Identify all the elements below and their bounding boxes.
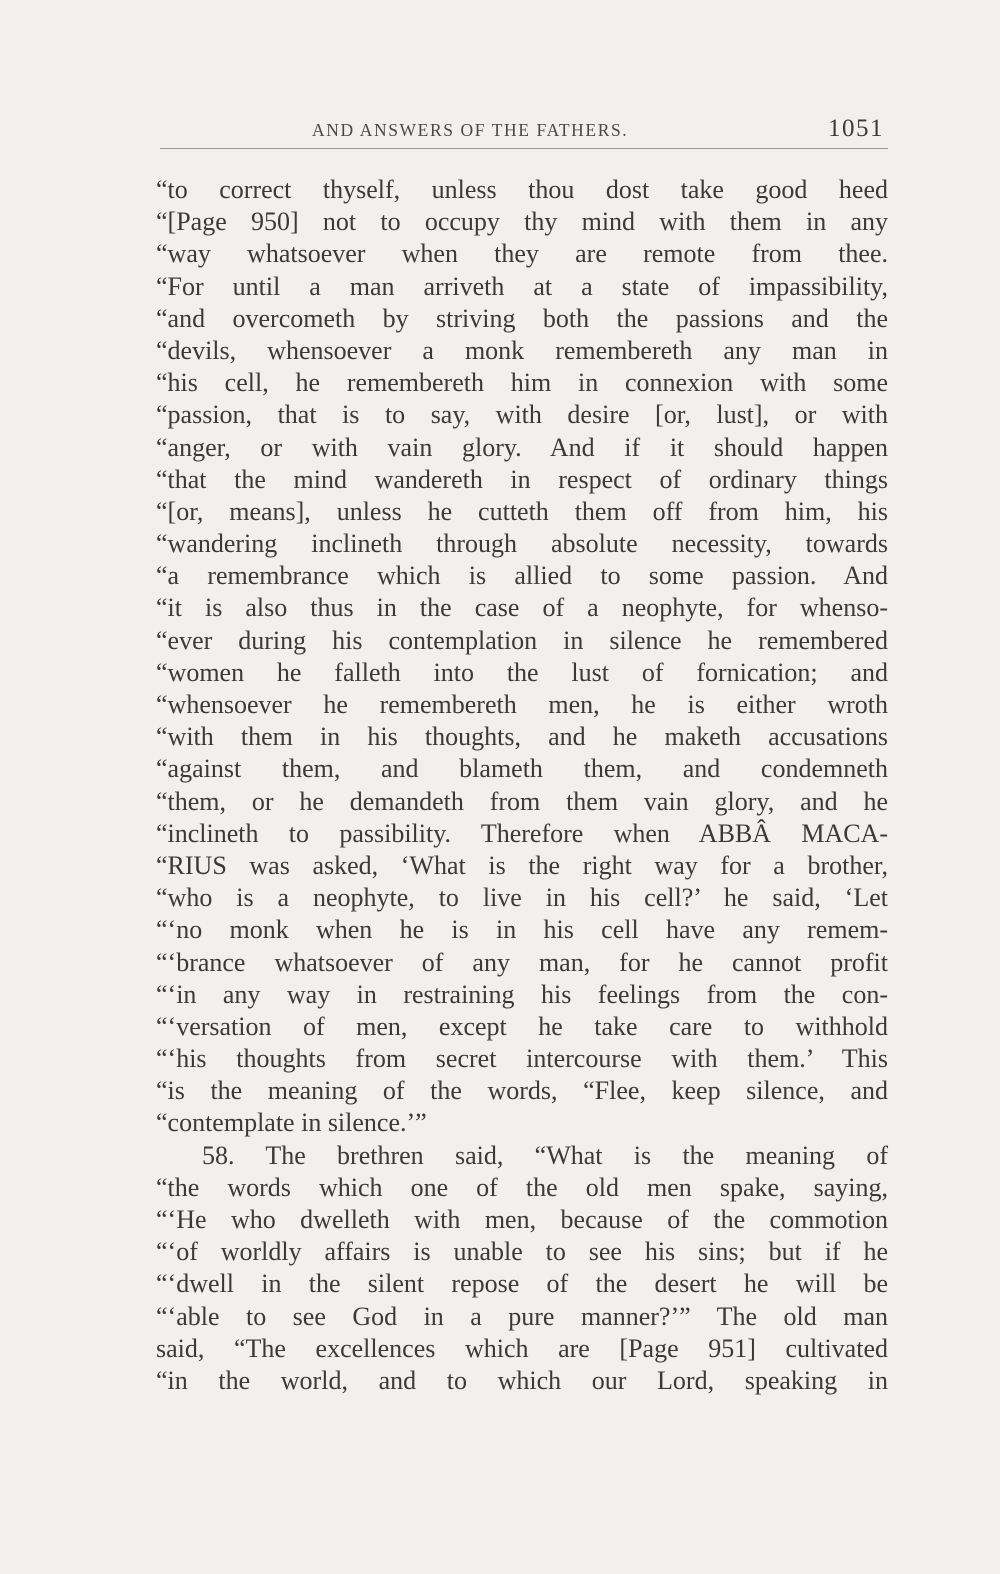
text-line: “to correct thyself, unless thou dost take good heed — [156, 175, 888, 204]
text-line: “it is also thus in the case of a neophyte, for whenso- — [156, 593, 888, 623]
text-line: “‘of worldly affairs is unable to see his sins; but if he — [156, 1237, 888, 1267]
text-line: “passion, that is to say, with desire [or, lust], or with — [156, 400, 888, 430]
text-line: “‘in any way in restraining his feelings from the con- — [156, 979, 888, 1009]
body-text — [156, 174, 888, 1397]
page-header — [160, 112, 888, 149]
text-line: “his cell, he remembereth him in connexion with some — [156, 368, 888, 398]
text-line: “‘He who dwelleth with men, because of the commotion — [156, 1205, 888, 1234]
text-line: “in the world, and to which our Lord, speaking in — [156, 1365, 888, 1395]
text-line: “that the mind wandereth in respect of ordinary things — [156, 464, 888, 494]
text-line: said, “The excellences which are [Page 951] cultivated — [156, 1333, 888, 1363]
text-line: “ever during his contemplation in silence he remembered — [156, 625, 888, 655]
text-line: “For until a man arriveth at a state of impassibility, — [156, 271, 888, 301]
text-line: “whensoever he remembereth men, he is either wroth — [156, 690, 888, 719]
paragraph-end-line: “contemplate in silence.’” — [156, 1108, 427, 1138]
text-line: “‘able to see God in a pure manner?’” The old man — [156, 1301, 888, 1331]
text-line: “inclineth to passibility. Therefore when ABBÂ MACA- — [156, 818, 888, 848]
text-line: “RIUS was asked, ‘What is the right way for a brother, — [156, 850, 888, 880]
text-line: “with them in his thoughts, and he maketh accusations — [156, 722, 888, 752]
text-line: “devils, whensoever a monk remembereth any man in — [156, 335, 888, 365]
text-line: “is the meaning of the words, “Flee, keep silence, and — [156, 1076, 888, 1106]
text-line: “‘no monk when he is in his cell have any remem- — [156, 915, 888, 945]
text-line: “who is a neophyte, to live in his cell?’ he said, ‘Let — [156, 883, 888, 913]
text-line: “‘his thoughts from secret intercourse with them.’ This — [156, 1044, 888, 1074]
text-line: “anger, or with vain glory. And if it should happen — [156, 432, 888, 462]
text-line: “them, or he demandeth from them vain glory, and he — [156, 786, 888, 816]
page-number: 1051 — [828, 115, 884, 142]
text-line: “and overcometh by striving both the passions and the — [156, 303, 888, 333]
text-line: “women he falleth into the lust of fornication; and — [156, 657, 888, 687]
text-line: “‘dwell in the silent repose of the desert he will be — [156, 1269, 888, 1299]
text-line: “[or, means], unless he cutteth them off from him, his — [156, 496, 888, 526]
text-line: “way whatsoever when they are remote from thee. — [156, 239, 888, 269]
text-line: “against them, and blameth them, and condemneth — [156, 754, 888, 784]
text-line: “‘brance whatsoever of any man, for he cannot profit — [156, 947, 888, 977]
text-line: “‘versation of men, except he take care to withhold — [156, 1011, 888, 1041]
text-line: “the words which one of the old men spake, saying, — [156, 1172, 888, 1202]
text-line: “wandering inclineth through absolute necessity, towards — [156, 529, 888, 559]
text-line: 58. The brethren said, “What is the meaning of — [202, 1140, 888, 1170]
running-title: AND ANSWERS OF THE FATHERS. — [312, 120, 629, 140]
text-line: “[Page 950] not to occupy thy mind with them in any — [156, 207, 888, 237]
text-line: “a remembrance which is allied to some passion. And — [156, 561, 888, 591]
